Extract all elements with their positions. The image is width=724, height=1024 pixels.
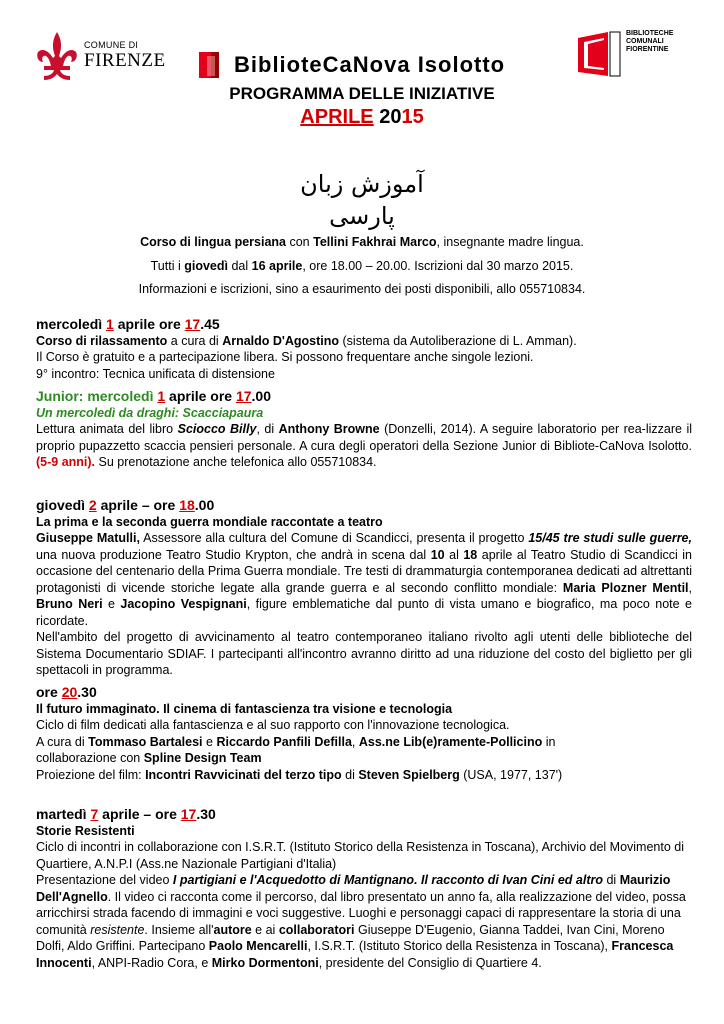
film-title: Incontri Ravvicinati del terzo tipo <box>145 767 342 782</box>
event-heading <box>36 497 692 514</box>
event-paragraph <box>36 530 692 629</box>
text: Proiezione del film: <box>36 767 146 782</box>
text: , di <box>256 422 279 436</box>
speaker: Giuseppe Matulli, <box>36 531 140 545</box>
event-subtitle: La prima e la seconda guerra mondiale raccontate a teatro <box>36 514 383 529</box>
text: , ore 18.00 – 20.00. Iscrizioni dal 30 marzo 2015. <box>302 259 574 273</box>
text: A cura di <box>36 734 89 749</box>
event-paragraph <box>36 872 692 971</box>
text: di <box>603 873 620 887</box>
date: 10 <box>430 547 445 562</box>
persian-title-line2: پارسی <box>329 202 395 230</box>
association: Ass.ne Lib(e)ramente-Pollicino <box>358 734 543 749</box>
text: autore <box>213 922 252 937</box>
text: al <box>444 547 464 562</box>
author: Maurizio Dell'Agnello <box>36 873 671 904</box>
comune-line2: FIRENZE <box>84 50 166 71</box>
text: . Insieme all' <box>144 922 214 937</box>
persian-title-line1: آموزش زبان <box>300 170 424 198</box>
event-heading <box>36 806 692 823</box>
day-number: 1 <box>106 316 114 332</box>
event-martedi-7 <box>36 806 692 971</box>
biblioteca-name: BiblioteCaNova Isolotto <box>234 52 506 77</box>
text: martedì <box>36 806 91 822</box>
text: , figure emblematiche dal punto di vista umano e biografico, ma poco note e ricordate. <box>36 597 692 628</box>
text: e <box>102 597 121 611</box>
hour: 20 <box>61 684 78 700</box>
text: . Il video ci racconta come il percorso, dal libro presentato un anno fa, alla realizzazione del video, possa arricchirsi strada facendo di immagini e voci suggestive. Luoghi e personaggi capaci di rappresentare la storia di una comunità <box>36 889 686 937</box>
event-title: Corso di rilassamento <box>36 333 168 348</box>
text: giovedì <box>36 497 89 513</box>
text: .30 <box>77 684 97 700</box>
biblioteca-mark-icon <box>196 50 226 80</box>
biblioteche-logo-text: BIBLIOTECHE COMUNALI FIORENTINE <box>626 30 674 53</box>
project-title: 15/45 tre studi sulle guerre, <box>528 531 692 545</box>
text: aprile ore <box>113 316 185 332</box>
text: , <box>351 734 359 749</box>
month-word: APRILE <box>300 106 374 128</box>
event-heading <box>36 316 692 333</box>
event-paragraph: Nell'ambito del progetto di avvicinamento al teatro contemporaneo italiano rivolto agli utenti delle biblioteche del Sistema Documentario SDIAF. I partecipanti all'incontro avranno diritto ad una riduzione del costo del biglietto per gli spettacoli in programma. <box>36 630 692 677</box>
video-title: I partigiani e l'Acquedotto di Mantignano. Il racconto di Ivan Cini ed altro <box>172 873 603 887</box>
text: dal <box>227 259 252 273</box>
text: Junior: mercoledì <box>36 388 158 404</box>
hour: 18 <box>179 497 195 513</box>
event-heading <box>36 684 692 701</box>
text: Giuseppe D'Eugenio, Gianna Taddei, Ivan Cini, Moreno Dolfi, Aldo Griffini. Partecipano <box>36 922 665 953</box>
text: mercoledì <box>36 316 107 332</box>
event-subtitle: Un mercoledì da draghi: Scacciapaura <box>36 405 264 420</box>
event-heading <box>36 388 692 405</box>
weekday: giovedì <box>184 259 228 273</box>
text: con <box>286 235 314 249</box>
comune-line1: COMUNE DI <box>84 40 139 50</box>
name: Maria Plozner Mentil <box>562 580 689 595</box>
course-line3: Informazioni e iscrizioni, sino a esaurimento dei posti disponibili, allo 055710834. <box>138 282 586 296</box>
program-title: PROGRAMMA DELLE INIZIATIVE <box>229 84 495 103</box>
course-line1 <box>0 235 724 249</box>
text: .30 <box>196 806 216 822</box>
event-subtitle: Il futuro immaginato. Il cinema di fantascienza tra visione e tecnologia <box>36 701 453 716</box>
year-part-b: 15 <box>401 106 424 128</box>
text: Assessore alla cultura del Comune di Scandicci, presenta il progetto <box>139 531 529 545</box>
text: collaboratori <box>278 922 355 937</box>
event-junior <box>36 388 692 471</box>
text: a cura di <box>167 333 223 348</box>
director: Steven Spielberg <box>358 767 460 782</box>
name: Francesca Innocenti <box>36 939 674 970</box>
comune-firenze-logo <box>34 28 174 88</box>
text: .45 <box>200 316 220 332</box>
text: ore <box>36 684 62 700</box>
text: di <box>341 767 359 782</box>
event-subtitle: Storie Resistenti <box>36 823 135 838</box>
text: resistente <box>90 922 145 937</box>
hour: 17 <box>180 806 197 822</box>
text: .00 <box>251 388 272 404</box>
text: Su prenotazione anche telefonica allo 055710834. <box>95 455 377 469</box>
event-mercoledi-1 <box>36 316 692 382</box>
text: aprile ore <box>165 388 236 404</box>
name: Paolo Mencarelli <box>208 939 308 953</box>
text: .00 <box>194 497 215 513</box>
age-range: (5-9 anni). <box>36 455 96 469</box>
giglio-icon <box>34 30 80 82</box>
event-line <box>36 734 692 751</box>
event-paragraph <box>36 421 692 471</box>
text: (sistema da Autoliberazione di L. Amman). <box>339 333 577 348</box>
text: aprile – ore <box>96 497 180 513</box>
event-line <box>36 750 692 767</box>
text: , presidente del Consiglio di Quartiere 4. <box>318 955 542 970</box>
day-number: 7 <box>90 806 99 822</box>
event-giovedi-2 <box>36 497 692 679</box>
event-ore-20-30 <box>36 684 692 783</box>
text: Lettura animata del libro <box>36 422 178 436</box>
month-title <box>0 106 724 129</box>
hour: 17 <box>235 388 252 404</box>
event-line: 9° incontro: Tecnica unificata di distensione <box>36 366 275 381</box>
name: Riccardo Panfili Defilla <box>216 734 352 749</box>
day-number: 1 <box>157 388 166 404</box>
biblioteca-logo <box>196 50 536 78</box>
course-name: Corso di lingua persiana <box>140 235 286 249</box>
text: collaborazione con <box>36 751 144 765</box>
event-line: Ciclo di film dedicati alla fantascienza e al suo rapporto con l'innovazione tecnologica. <box>36 718 510 732</box>
event-line: Il Corso è gratuito e a partecipazione libera. Si possono frequentare anche singole lezioni. <box>36 350 534 364</box>
text: una nuova produzione Teatro Studio Krypton, che andrà in scena dal <box>36 547 431 562</box>
year-part-a: 20 <box>379 106 402 128</box>
start-date: 16 aprile <box>251 259 303 273</box>
text: Tutti i <box>150 259 185 273</box>
name: Bruno Neri <box>36 597 103 611</box>
text: , ANPI-Radio Cora, e <box>91 955 212 970</box>
text: , I.S.R.T. (Istituto Storico della Resistenza in Toscana), <box>307 939 612 953</box>
book-title: Sciocco Billy <box>177 422 257 436</box>
day-number: 2 <box>88 497 97 513</box>
date: 18 <box>463 547 478 562</box>
teacher-name: Tellini Fakhrai Marco <box>313 235 437 249</box>
text: in <box>542 734 556 749</box>
biblioteche-mark-icon <box>574 30 624 80</box>
text: (Donzelli, 2014). A seguire laboratorio per rea-lizzare il proprio pupazzetto scaccia pensieri personale. A cura degli operatori della Sezione Junior di Bibliote-CaNova Isolotto. <box>36 422 692 453</box>
text: Presentazione del video <box>36 873 173 887</box>
text: (USA, 1977, 137') <box>459 767 563 782</box>
author: Anthony Browne <box>278 422 380 436</box>
biblioteche-comunali-logo <box>574 28 694 84</box>
text: , <box>688 580 692 595</box>
partner: Spline Design Team <box>143 751 262 765</box>
name: Mirko Dormentoni <box>211 955 319 970</box>
speaker: Arnaldo D'Agostino <box>222 333 340 348</box>
text: e <box>202 734 217 749</box>
event-line <box>36 767 692 784</box>
text: e ai <box>251 922 279 937</box>
name: Jacopino Vespignani <box>120 597 247 611</box>
text: , insegnante madre lingua. <box>436 235 584 249</box>
text: aprile – ore <box>98 806 181 822</box>
event-paragraph: Ciclo di incontri in collaborazione con I.S.R.T. (Istituto Storico della Resistenza in Toscana), Archivio del Movimento di Quartiere, A.N.P.I (Ass.ne Nazionale Partigiani d'Italia) <box>36 840 684 871</box>
event-line <box>36 333 692 350</box>
text: aprile al Teatro Studio di Scandicci in occasione del centenario della Prima Guerra mondiale. Tre testi di drammaturgia contemporanea dedicati ad altrettanti protagonisti di vicende storiche legate alla grande guerra e al secondo conflitto mondiale: <box>36 547 692 595</box>
hour: 17 <box>184 316 201 332</box>
course-line2 <box>0 259 724 273</box>
name: Tommaso Bartalesi <box>88 734 203 749</box>
